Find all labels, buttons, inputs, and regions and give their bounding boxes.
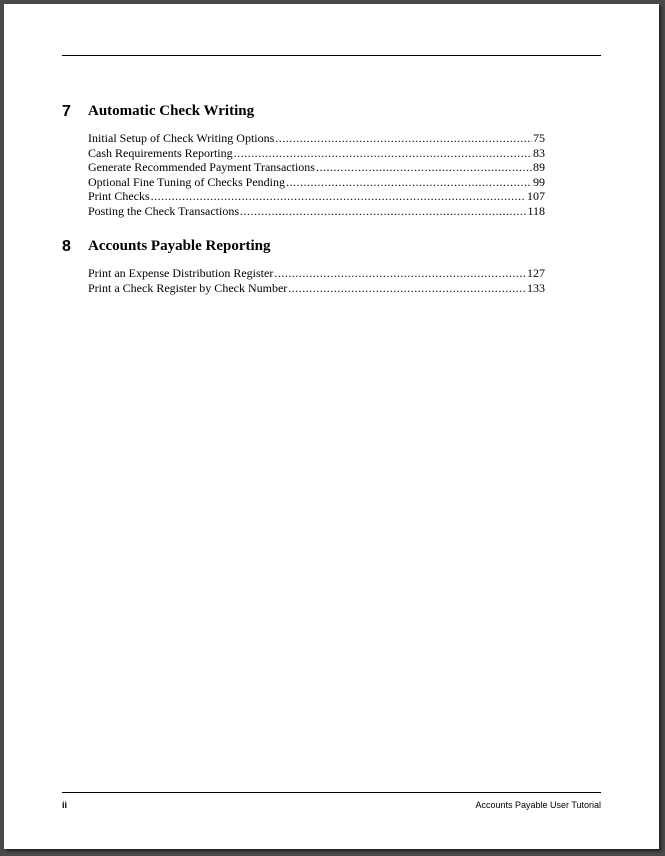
toc-list (88, 266, 545, 295)
dot-leader (286, 175, 532, 190)
toc-entry[interactable] (88, 146, 545, 161)
toc-entry[interactable] (88, 131, 545, 146)
toc-entry[interactable] (88, 189, 545, 204)
toc-entry-title: Initial Setup of Check Writing Options (88, 131, 275, 145)
dot-leader (275, 131, 532, 146)
toc-entry-page: 75 (533, 131, 545, 145)
chapter-7 (62, 103, 545, 219)
dot-leader (316, 160, 532, 175)
toc-list (88, 131, 545, 219)
dot-leader (151, 189, 526, 204)
toc-entry-page: 89 (533, 160, 545, 175)
footer-doc-title: Accounts Payable User Tutorial (475, 800, 601, 810)
toc-entry[interactable] (88, 281, 545, 296)
dot-leader (234, 146, 532, 161)
toc-entry-page: 133 (527, 280, 545, 295)
toc-entry-page: 83 (533, 145, 545, 160)
toc-entry[interactable] (88, 160, 545, 175)
toc-entry[interactable] (88, 175, 545, 190)
toc-entry-title: Print a Check Register by Check Number (88, 280, 288, 295)
toc-entry-title: Generate Recommended Payment Transactions (88, 160, 315, 175)
dot-leader (240, 204, 526, 219)
chapter-title: Automatic Check Writing (88, 103, 255, 119)
toc-entry[interactable] (88, 204, 545, 219)
chapter-heading (62, 238, 545, 260)
document-page (4, 4, 659, 849)
chapter-number: 7 (62, 103, 71, 120)
toc-entry-page: 118 (527, 203, 545, 218)
dot-leader (274, 266, 526, 281)
toc-entry-title: Print Checks (88, 189, 150, 204)
chapter-heading (62, 103, 545, 125)
toc-entry-page: 99 (533, 174, 545, 189)
chapter-8 (62, 238, 545, 295)
chapter-number: 8 (62, 238, 71, 255)
toc-entry-title: Print an Expense Distribution Register (88, 266, 274, 280)
toc-entry-title: Cash Requirements Reporting (88, 145, 233, 160)
toc-entry-title: Posting the Check Transactions (88, 203, 240, 218)
toc-entry[interactable] (88, 266, 545, 281)
toc-entry-title: Optional Fine Tuning of Checks Pending (88, 174, 286, 189)
chapter-title: Accounts Payable Reporting (88, 238, 271, 254)
footer-rule (62, 792, 601, 793)
toc-entry-page: 127 (527, 266, 545, 280)
header-rule (62, 55, 601, 56)
dot-leader (288, 281, 526, 296)
toc-entry-page: 107 (527, 189, 545, 204)
footer-page-number: ii (62, 800, 68, 810)
